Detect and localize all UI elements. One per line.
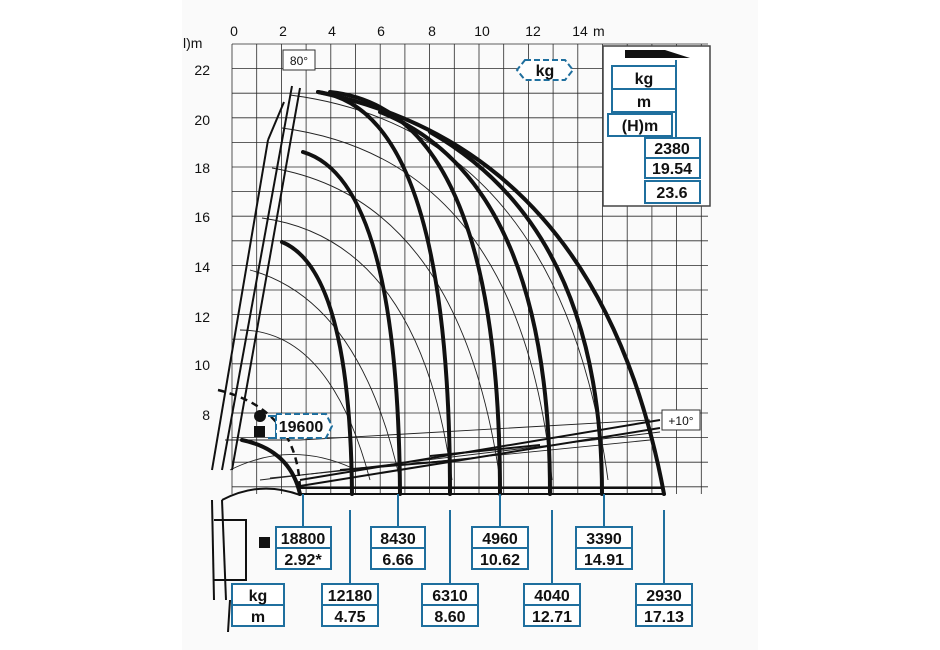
x-tick: 8 bbox=[428, 23, 436, 39]
y-tick: 8 bbox=[202, 407, 210, 423]
legend-box bbox=[603, 46, 710, 206]
load-box-kg: 12180 bbox=[327, 588, 373, 605]
load-box-kg: 3390 bbox=[586, 531, 622, 548]
load-box-kg: 6310 bbox=[432, 588, 468, 605]
fan-line bbox=[250, 270, 400, 480]
y-tick: 14 bbox=[194, 259, 210, 275]
bottom-unit-m: m bbox=[250, 609, 266, 626]
x-tick: 2 bbox=[279, 23, 287, 39]
angle-top-label: 80° bbox=[289, 54, 309, 68]
legend-kg: kg bbox=[634, 71, 654, 88]
load-box-kg: 2930 bbox=[646, 588, 682, 605]
crane-column bbox=[212, 500, 214, 600]
y-tick: 18 bbox=[194, 160, 210, 176]
y-tick: 12 bbox=[194, 309, 210, 325]
legend-max-height: 23.6 bbox=[656, 185, 688, 202]
load-box-m: 6.66 bbox=[382, 552, 414, 569]
legend-m: m bbox=[636, 94, 652, 111]
marker-square-icon bbox=[259, 537, 270, 548]
y-unit: l)m bbox=[183, 35, 203, 51]
hook-square-icon bbox=[254, 426, 265, 437]
y-tick: 16 bbox=[194, 209, 210, 225]
load-boxes bbox=[276, 527, 692, 626]
crane-foot bbox=[228, 600, 230, 632]
y-tick: 20 bbox=[194, 112, 210, 128]
load-box-m: 4.75 bbox=[334, 609, 366, 626]
crane-base bbox=[214, 520, 246, 580]
load-box-m: 12.71 bbox=[531, 609, 573, 626]
y-tick: 10 bbox=[194, 357, 210, 373]
load-box-m: 8.60 bbox=[434, 609, 466, 626]
close-load-value: 19600 bbox=[278, 419, 324, 436]
x-tick: 10 bbox=[474, 23, 490, 39]
load-box-m: 2.92* bbox=[284, 552, 322, 569]
load-box-m: 17.13 bbox=[643, 609, 685, 626]
load-box-kg: 4040 bbox=[534, 588, 570, 605]
legend-load: 2380 bbox=[654, 141, 690, 158]
bottom-unit-kg: kg bbox=[248, 588, 268, 605]
x-tick: 12 bbox=[525, 23, 541, 39]
crane-column bbox=[222, 500, 226, 600]
x-tick: 4 bbox=[328, 23, 336, 39]
x-unit: m bbox=[593, 23, 605, 39]
y-axis-labels bbox=[183, 35, 210, 423]
angle-bottom-label: +10° bbox=[668, 414, 694, 428]
load-box-kg: 18800 bbox=[280, 531, 326, 548]
x-axis-labels bbox=[230, 23, 605, 39]
x-tick: 0 bbox=[230, 23, 238, 39]
load-curve-2 bbox=[282, 242, 352, 494]
fan-line bbox=[262, 218, 452, 480]
y-tick: 22 bbox=[194, 62, 210, 78]
load-box-m: 14.91 bbox=[583, 552, 625, 569]
hook-circle-icon bbox=[254, 410, 266, 422]
legend-reach: 19.54 bbox=[651, 161, 693, 178]
load-box-kg: 8430 bbox=[380, 531, 416, 548]
x-tick: 14 bbox=[572, 23, 588, 39]
legend-hm: (H)m bbox=[621, 118, 659, 135]
knuckle-arm bbox=[222, 489, 300, 500]
load-curve-7 bbox=[430, 132, 602, 494]
load-box-m: 10.62 bbox=[479, 552, 521, 569]
x-tick: 6 bbox=[377, 23, 385, 39]
load-box-kg: 4960 bbox=[482, 531, 518, 548]
dashed-curve bbox=[218, 390, 300, 494]
unit-badge-label: kg bbox=[535, 63, 555, 80]
